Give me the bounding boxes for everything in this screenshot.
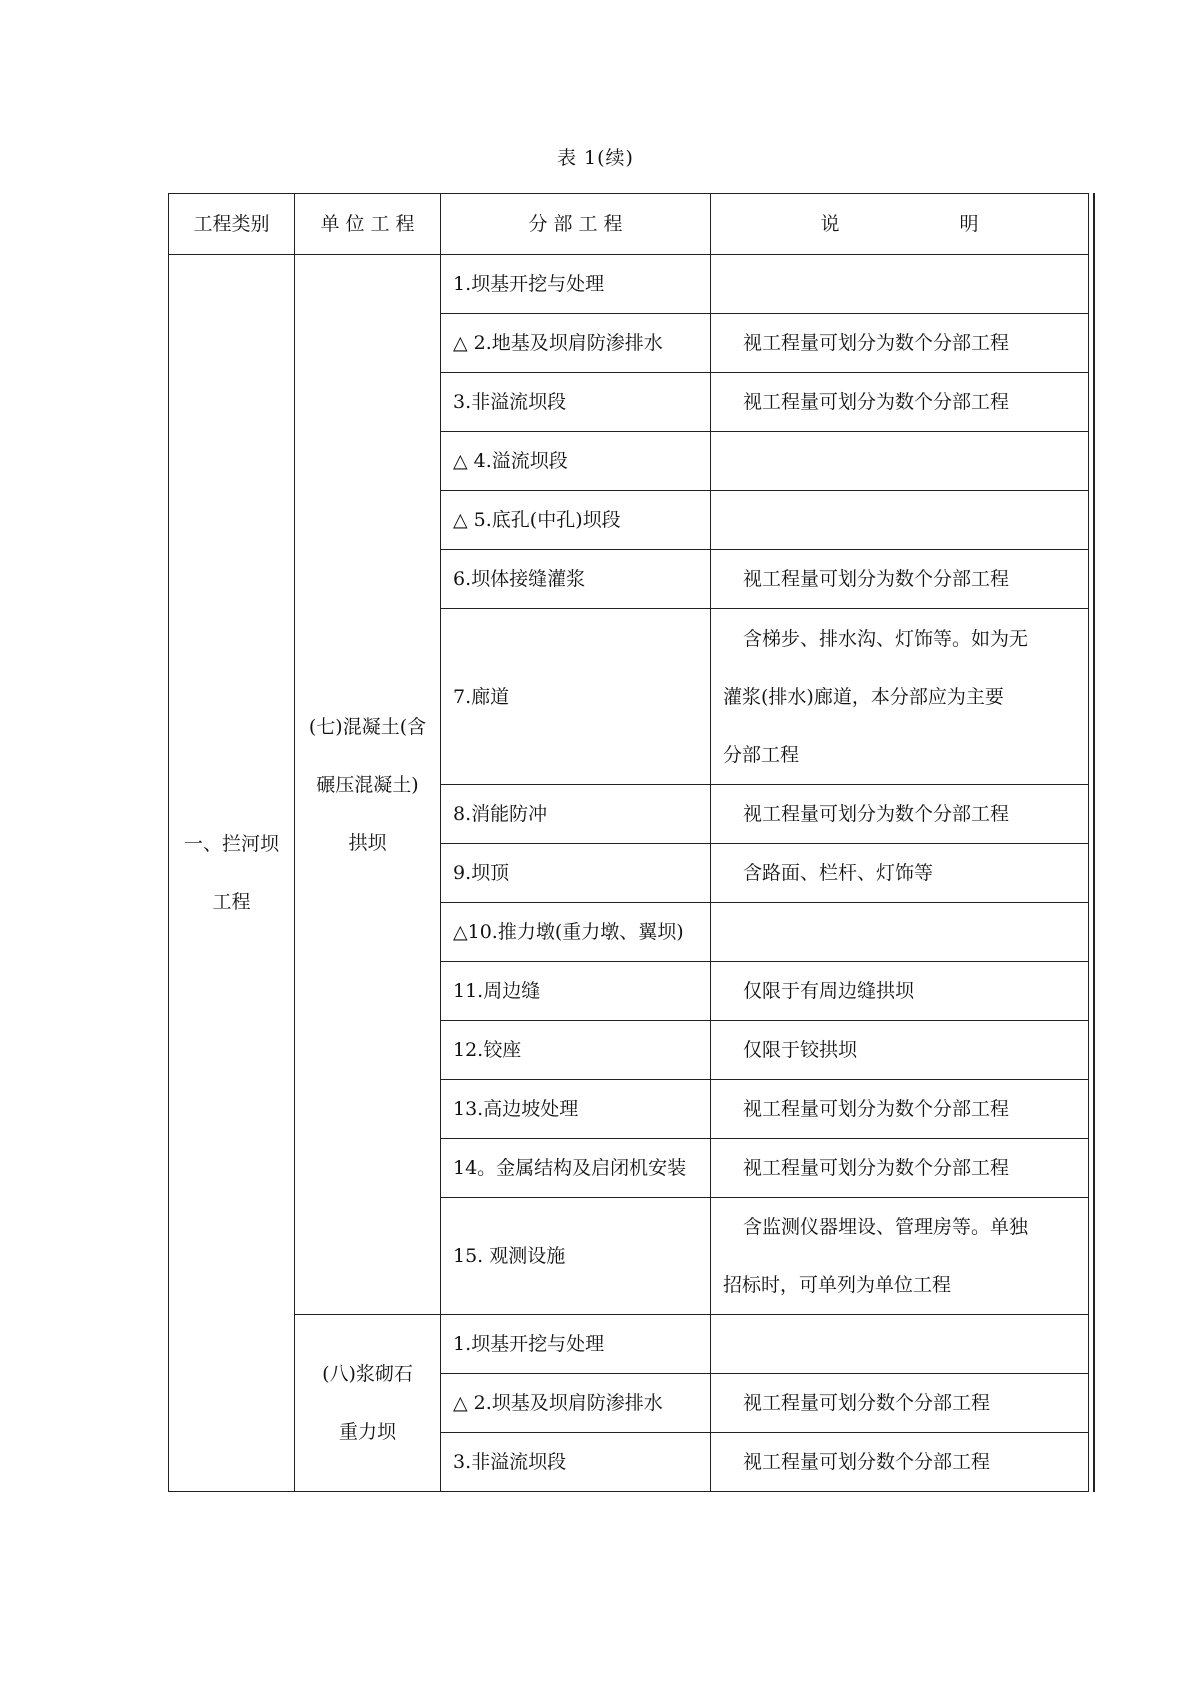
header-note-right: 明 (959, 213, 979, 235)
note-cell: 视工程量可划分数个分部工程 (711, 1374, 1089, 1433)
part-cell: △10.推力墩(重力墩、翼坝) (441, 903, 711, 962)
part-cell: 8.消能防冲 (441, 785, 711, 844)
table-row (169, 255, 1089, 314)
note-cell: 仅限于铰拱坝 (711, 1021, 1089, 1080)
category-cell (169, 255, 295, 1492)
note-cell: 视工程量可划分为数个分部工程 (711, 785, 1089, 844)
note-cell: 视工程量可划分数个分部工程 (711, 1433, 1089, 1492)
category-line-2: 工程 (212, 891, 251, 913)
part-cell: 13.高边坡处理 (441, 1080, 711, 1139)
note-cell (711, 255, 1089, 314)
note-cell: 视工程量可划分为数个分部工程 (711, 373, 1089, 432)
part-cell: 6.坝体接缝灌浆 (441, 550, 711, 609)
part-cell: △ 2.地基及坝肩防渗排水 (441, 314, 711, 373)
note-cell (711, 903, 1089, 962)
part-cell: 1.坝基开挖与处理 (441, 255, 711, 314)
unit7-line-1: (七)混凝土(含 (308, 715, 427, 738)
note-cell: 视工程量可划分为数个分部工程 (711, 1080, 1089, 1139)
note-line-2: 招标时，可单列为单位工程 (723, 1274, 952, 1296)
header-note-left: 说 (820, 213, 840, 235)
division-table (168, 193, 1089, 1492)
part-cell: 3.非溢流坝段 (441, 1433, 711, 1492)
unit7-line-3: 拱坝 (348, 831, 387, 854)
note-line-1: 含监测仪器埋设、管理房等。单独 (743, 1216, 1029, 1238)
part-cell: 15. 观测设施 (441, 1198, 711, 1315)
table-caption: 表 1(续) (557, 147, 634, 169)
category-line-1: 一、拦河坝 (183, 833, 279, 855)
note-cell: 视工程量可划分为数个分部工程 (711, 1139, 1089, 1198)
note-cell (711, 432, 1089, 491)
part-cell: 7.廊道 (441, 609, 711, 785)
note-cell (711, 491, 1089, 550)
note-line-2: 灌浆(排水)廊道，本分部应为主要 (723, 685, 1004, 708)
unit-cell-7 (295, 255, 441, 1315)
part-cell: 3.非溢流坝段 (441, 373, 711, 432)
unit7-line-2: 碾压混凝土) (316, 773, 419, 796)
unit-cell-8 (295, 1315, 441, 1492)
table-header-row (169, 194, 1089, 255)
part-cell: 11.周边缝 (441, 962, 711, 1021)
part-cell: △ 2.坝基及坝肩防渗排水 (441, 1374, 711, 1433)
header-category: 工程类别 (169, 194, 295, 255)
note-cell (711, 1315, 1089, 1374)
part-cell: △ 5.底孔(中孔)坝段 (441, 491, 711, 550)
unit8-line-2: 重力坝 (338, 1421, 396, 1443)
header-part: 分 部 工 程 (441, 194, 711, 255)
note-cell (711, 609, 1089, 785)
header-unit: 单 位 工 程 (295, 194, 441, 255)
note-cell (711, 1198, 1089, 1315)
table-row (169, 1315, 1089, 1374)
part-cell: 14。金属结构及启闭机安装 (441, 1139, 711, 1198)
part-cell: △ 4.溢流坝段 (441, 432, 711, 491)
part-cell: 12.铰座 (441, 1021, 711, 1080)
unit8-line-1: (八)浆砌石 (322, 1363, 413, 1385)
note-cell: 含路面、栏杆、灯饰等 (711, 844, 1089, 903)
header-note (711, 194, 1089, 255)
part-cell: 1.坝基开挖与处理 (441, 1315, 711, 1374)
note-cell: 视工程量可划分为数个分部工程 (711, 314, 1089, 373)
note-cell: 仅限于有周边缝拱坝 (711, 962, 1089, 1021)
note-line-3: 分部工程 (723, 743, 800, 766)
note-cell: 视工程量可划分为数个分部工程 (711, 550, 1089, 609)
table-right-double-border (1093, 193, 1095, 1492)
part-cell: 9.坝顶 (441, 844, 711, 903)
note-line-1: 含梯步、排水沟、灯饰等。如为无 (743, 627, 1029, 650)
